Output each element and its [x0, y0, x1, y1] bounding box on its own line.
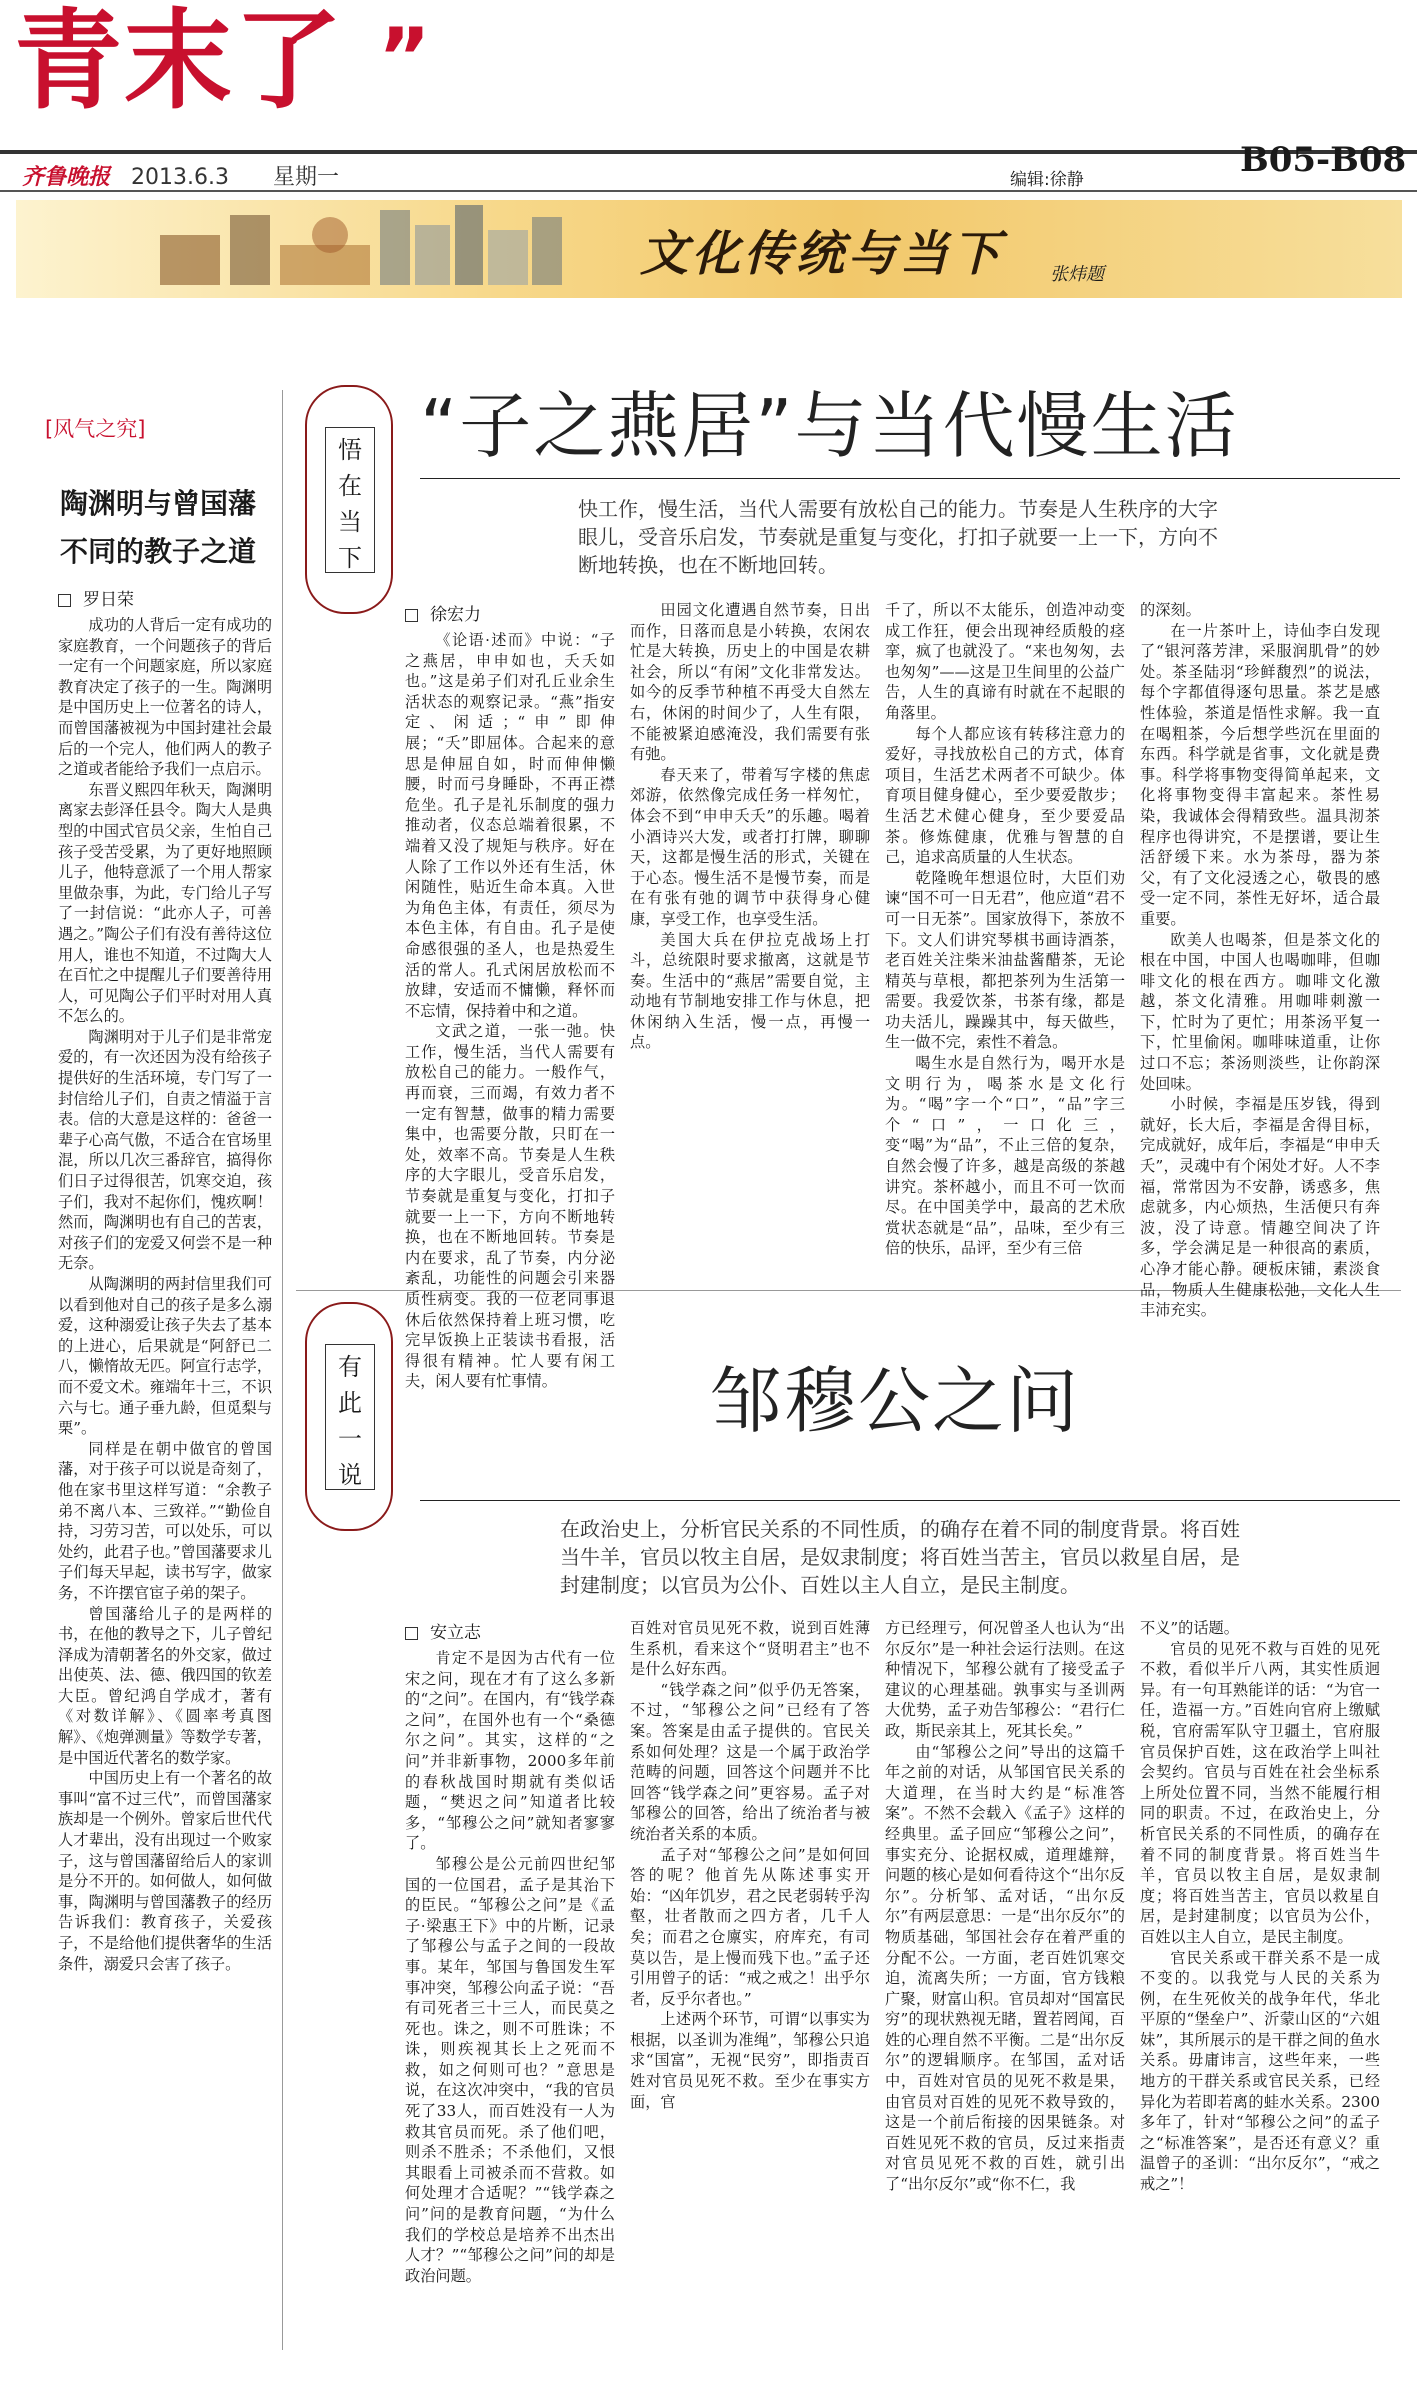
article1-col1: [405, 630, 615, 1391]
badge-text: 有此一说: [338, 1353, 362, 1489]
banner-illustration: [150, 205, 610, 293]
paragraph: 乾隆晚年想退位时，大臣们劝谏“国不可一日无君”，他应道“君不可一日无茶”。国家放得下，茶放不下。文人们讲究琴棋书画诗酒茶，老百姓关注柴米油盐酱醋茶，无论精英与草根，都把茶列为生活第一需要。我爱饮茶，书茶有缘，都是功夫活儿，躁躁其中，每天做些，生一做不完，索性不着急。: [885, 868, 1125, 1052]
paragraph: “钱学森之问”似乎仍无答案，不过，“邹穆公之问”已经有了答案。答案是由孟子提供的。官民关系如何处理？这是一个属于政治学范畴的问题，回答这个问题并不比回答“钱学森之问”更容易。孟子对邹穆公的回答，给出了统治者与被统治者关系的本质。: [630, 1680, 870, 1843]
article1-col4: [1140, 600, 1380, 1320]
banner-title: 文化传统与当下: [640, 226, 1005, 282]
paragraph: 东晋义熙四年秋天，陶渊明离家去彭泽任县令。陶大人是典型的中国式官员父亲，生怕自己孩子受苦受累，为了更好地照顾儿子，他特意派了一个用人帮家里做杂事，为此，专门给儿子写了一封信说：“此亦人子，可善遇之。”陶公子们有没有善待这位用人，谁也不知道，不过陶大人在百忙之中提醒儿子们要善待用人，可见陶公子们平时对用人真不怎么的。: [58, 780, 272, 1026]
masthead-rule: [0, 150, 1417, 154]
left-article-title: 陶渊明与曾国藩不同的教子之道: [60, 487, 257, 568]
article1-badge-label: [325, 427, 375, 573]
article1-title-rule: [420, 478, 1400, 479]
paragraph: 每个人都应该有转移注意力的爱好，寻找放松自己的方式，体育项目，生活艺术两者不可缺少。体育项目健身健心，至少要爱散步；生活艺术健心健身，至少要爱品茶。修炼健康，优雅与智慧的自己，追求高质量的人生状态。: [885, 724, 1125, 867]
article2-title: 邹穆公之问: [710, 1359, 1081, 1443]
article1-title: “子之燕居”与当代慢生活: [420, 384, 1239, 468]
article1-col3: [885, 600, 1125, 1275]
article1-col2: [630, 600, 870, 1275]
article1-standfirst: 快工作，慢生活，当代人需要有放松自己的能力。节奏是人生秩序的大字眼儿，受音乐启发，节奏就是重复与变化，打扣子就要一上一下，方向不断地转换，也在不断地回转。: [578, 497, 1218, 577]
article2-col4: [1140, 1618, 1380, 2348]
article2-byline: [405, 1618, 481, 1643]
paragraph: 《论语·述而》中说：“子之燕居，申申如也，夭夭如也。”这是弟子们对孔丘业余生活状态的观察记录。“燕”指安定、闲适；“申”即伸展；“夭”即屈体。合起来的意思是伸屈自如，时而伸伸懒腰，时而弓身睡卧，不再正襟危坐。孔子是礼乐制度的强力推动者，仪态总端着很累，不端着又没了规矩与秩序。好在人除了工作以外还有生活，休闲随性，贴近生命本真。入世为角色主体，有责任，须尽为本色主体，有自由。孔子是使命感很强的圣人，也是热爱生活的常人。孔式闲居放松而不放肆，安适而不慵懒，释怀而不忘情，保持着中和之道。: [405, 631, 615, 1020]
weekday: 星期一: [272, 165, 339, 190]
masthead-info: [22, 160, 339, 191]
paragraph: 陶渊明对于儿子们是非常宠爱的，有一次还因为没有给孩子提供好的生活环境，专门写了一封信给儿子们，自责之情溢于言表。信的大意是这样的：爸爸一辈子心高气傲，不适合在官场里混，所以几次三番辞官，搞得你们日子过得很苦，饥寒交迫，孩子们，我对不起你们，愧疚啊！然而，陶渊明也有自己的苦衷，对孩子们的宠爱又何尝不是一种无奈。: [58, 1027, 272, 1273]
paragraph: 千了，所以不太能乐，创造冲动变成工作狂，便会出现神经质般的痉挛，疯了也就没了。“来也匆匆，去也匆匆”——这是卫生间里的公益广告，人生的真谛有时就在不起眼的角落里。: [885, 601, 1125, 722]
paragraph: 官员的见死不救与百姓的见死不救，看似半斤八两，其实性质迥异。有一句耳熟能详的话：“为官一任，造福一方。”百姓向官府上缴赋税，官府需军队守卫疆土，官府服官员保护百姓，这在政治学上叫社会契约。官员与百姓在社会坐标系上所处位置不同，当然不能履行相同的职责。不过，在政治史上，分析官民关系的不同性质，的确存在着不同的制度背景。将百姓当牛羊，官员以牧主自居，是奴隶制度；将百姓当苦主，官员以救星自居，是封建制度；以官员为公仆，百姓以主人自立，是民主制度。: [1140, 1639, 1380, 1946]
left-article-body: [58, 615, 272, 2345]
byline-marker: [405, 609, 418, 622]
left-article-author: 罗日荣: [83, 590, 134, 610]
article2-standfirst: 在政治史上，分析官民关系的不同性质，的确存在着不同的制度背景。将百姓当牛羊，官员以牧主自居，是奴隶制度；将百姓当苦主，官员以救星自居，是封建制度；以官员为公仆、百姓以主人自立，是民主制度。: [560, 1517, 1240, 1597]
paragraph: 春天来了，带着写字楼的焦虑郊游，依然像完成任务一样匆忙，体会不到“申申夭夭”的乐趣。喝着小酒诗兴大发，或者打打牌，聊聊天，这都是慢生活的形式，关键在于心态。慢生活不是慢节奏，而是在有张有弛的调节中获得身心健康，享受工作，也享受生活。: [630, 765, 870, 928]
article2-author: 安立志: [430, 1623, 481, 1643]
paragraph: 不义”的话题。: [1140, 1619, 1239, 1637]
paragraph: 中国历史上有一个著名的故事叫“富不过三代”，而曾国藩家族却是一个例外。曾家后世代代人才辈出，没有出现过一个败家子，这与曾国藩留给后人的家训是分不开的。如何做人，如何做事，陶渊明与曾国藩教子的经历告诉我们：教育孩子，关爱孩子，不是给他们提供奢华的生活条件，溺爱只会害了孩子。: [58, 1769, 272, 1973]
paragraph: 由“邹穆公之问”导出的这篇千年之前的对话，从邹国官民关系的大道理，在当时大约是“标准答案”。不然不会载入《孟子》这样的经典里。孟子回应“邹穆公之问”，事实充分、论据权威，道理雄辩，问题的核心是如何看待这个“出尔反尔”。分析邹、孟对话，“出尔反尔”有两层意思：一是“出尔反尔”的物质基础，邹国社会存在着严重的分配不公。一方面，老百姓饥寒交迫，流离失所；一方面，官方钱粮广聚，财富山积。官员却对“国富民穷”的现状熟视无睹，置若罔闻，百姓的心理自然不平衡。二是“出尔反尔”的逻辑顺序。在邹国，孟对话中，百姓对官员的见死不救是果，由官员对百姓的见死不救导致的，这是一个前后衔接的因果链条。对百姓见死不救的官员，反过来指责对官员见死不救的百姓，就引出了“出尔反尔”或“你不仁，我: [885, 1742, 1125, 2194]
paragraph: 欧美人也喝茶，但是茶文化的根在中国，中国人也喝咖啡，但咖啡文化的根在西方。咖啡文化激越，茶文化清雅。用咖啡刺激一下，忙时为了更忙；用茶汤平复一下，忙里偷闲。咖啡味道重，让你过口不忘；茶汤则淡些，让你韵深处回味。: [1140, 930, 1380, 1093]
masthead-bottom-rule: [0, 190, 1417, 192]
paragraph: 田园文化遭遇自然节奏，日出而作，日落而息是小转换，农闲农忙是大转换，历史上的中国是农耕社会，所以“有闲”文化非常发达。如今的反季节种植不再受大自然左右，休闲的时间少了，人生有限，不能被紧迫感淹没，我们需要有张有弛。: [630, 601, 870, 764]
article2-col3: [885, 1618, 1125, 2348]
badge-text: 悟在当下: [338, 436, 362, 572]
article2-col1: [405, 1648, 615, 2348]
banner-signature: 张炜题: [1050, 264, 1104, 285]
byline-marker: [58, 594, 71, 607]
paragraph: 喝生水是自然行为，喝开水是文明行为，喝茶水是文化行为。“喝”字一个“口”，“品”字三个“口”，一口化三，变“喝”为“品”，不止三倍的复杂，自然会慢了许多，越是高级的茶越讲究。茶杯越小，而且不可一饮而尽。在中国美学中，最高的艺术欣赏状态就是“品”，品味，至少有三倍的快乐，品评，至少有三倍: [885, 1054, 1125, 1258]
article1-badge: [305, 385, 393, 614]
paragraph: 同样是在朝中做官的曾国藩，对于孩子可以说是奇刻了，他在家书里这样写道：“余教子弟不离八本、三致祥。”“勤俭自持，习劳习苦，可以处乐，可以处约，此君子也。”曾国藩要求儿子们每天早起，读书写字，做家务，不许摆官宦子弟的架子。: [58, 1439, 272, 1602]
paragraph: 上述两个环节，可谓“以事实为根据，以圣训为准绳”，邹穆公只追求“国富”，无视“民穷”，即指责百姓对官员见死不救。至少在事实方面，官: [630, 2010, 870, 2111]
article1-byline: [405, 600, 481, 625]
paragraph: 曾国藩给儿子的是两样的书，在他的教导之下，儿子曾纪泽成为清朝著名的外交家，做过出使英、法、德、俄四国的钦差大臣。曾纪鸿自学成才，著有《对数详解》、《圆率考真图解》、《炮弹测量》等数学专著，是中国近代著名的数学家。: [58, 1604, 272, 1767]
left-article-byline: [58, 585, 134, 610]
byline-marker: [405, 1627, 418, 1640]
article1-author: 徐宏力: [430, 605, 481, 625]
article2-badge-label: [325, 1344, 375, 1490]
page-range: B05-B08: [1240, 140, 1407, 180]
paragraph: 邹穆公是公元前四世纪邹国的一位国君，孟子是其治下的臣民。“邹穆公之问”是《孟子·梁惠王下》中的片断，记录了邹穆公与孟子之间的一段故事。某年，邹国与鲁国发生军事冲突，邹穆公向孟子说：“吾有司死者三十三人，而民莫之死也。诛之，则不可胜诛；不诛，则疾视其长上之死而不救，如之何则可也？”意思是说，在这次冲突中，“我的官员死了33人，而百姓没有一人为救其官员而死。杀了他们吧，则杀不胜杀；不杀他们，又恨其眼看上司被杀而不营救。如何处理才合适呢？”“钱学森之问”问的是教育问题，“为什么我们的学校总是培养不出杰出人才？”“邹穆公之问”问的却是政治问题。: [405, 1854, 615, 2285]
article2-col2: [630, 1618, 870, 2348]
editor: 编辑:徐静: [1010, 170, 1084, 190]
paragraph: 小时候，李福是压岁钱，得到就好，长大后，李福是舍得目标，完成就好，成年后，李福是“申申夭夭”，灵魂中有个闲处才好。人不李福，常常因为不安静，诱惑多，焦虑就多，内心烦热，生活便只有奔波，没了诗意。情趣空间决了许多，学会满足是一种很高的素质，心净才能心静。硬板床铺，素淡食品，物质人生健康松弛，文化人生丰沛充实。: [1140, 1095, 1380, 1320]
paragraph: 方已经理亏，何况曾圣人也认为“出尔反尔”是一种社会运行法则。在这种情况下，邹穆公就有了接受孟子建议的心理基础。孰事实与圣训两大优势，孟子劝告邹穆公：“君行仁政，斯民亲其上，死其长矣。”: [885, 1619, 1125, 1740]
left-column-divider: [282, 390, 283, 2350]
section-title: 青末了: [14, 0, 345, 124]
paragraph: 从陶渊明的两封信里我们可以看到他对自己的孩子是多么溺爱，这种溺爱让孩子失去了基本的上进心，后果就是“阿舒已二八，懒惰故无匹。阿宣行志学，而不爱文术。雍端年十三，不识六与七。通子垂九龄，但觅梨与栗”。: [58, 1275, 272, 1438]
paragraph: 在一片茶叶上，诗仙李白发现了“银河落芳津，采服润肌骨”的妙处。茶圣陆羽“珍鲜馥烈”的说法，每个字都值得逐句思量。茶艺是感性体验，茶道是悟性求解。我一直在喝粗茶，今后想学些沉在里面的东西。科学就是省事，文化就是费事。科学将事物变得简单起来，文化将事物变得丰富起来。茶性易染，我诚体会得精致些。温具沏茶程序也得讲究，不是摆谱，要让生活舒缓下来。水为茶母，器为茶父，有了文化浸透之心，敬畏的感受一定不同，茶性无好坏，适合最重要。: [1140, 621, 1380, 928]
article2-badge: [305, 1302, 393, 1531]
paragraph: 百姓对官员见死不救，说到百姓薄生系机，看来这个“贤明君主”也不是什么好东西。: [630, 1619, 870, 1679]
column-tag: [风气之究]: [45, 417, 146, 441]
paragraph: 美国大兵在伊拉克战场上打斗，总统限时要求撤离，这就是节奏。生活中的“燕居”需要自觉，主动地有节制地安排工作与休息，把休闲纳入生活，慢一点，再慢一点。: [630, 930, 870, 1052]
paragraph: 肯定不是因为古代有一位宋之问，现在才有了这么多新的“之问”。在国内，有“钱学森之问”，在国外也有一个“桑德尔之问”。其实，这样的“之问”并非新事物，2000多年前的春秋战国时期就有类似话题，“樊迟之问”知道者比较多，“邹穆公之问”就知者寥寥了。: [405, 1649, 615, 1853]
paragraph: 孟子对“邹穆公之问”是如何回答的呢？他首先从陈述事实开始：“凶年饥岁，君之民老弱转乎沟壑，壮者散而之四方者，几千人矣；而君之仓廪实，府库充，有司莫以告，是上慢而残下也。”孟子还引用曾子的话：“戒之戒之！出乎尔者，反乎尔者也。”: [630, 1845, 870, 2008]
paragraph: 的深刻。: [1140, 601, 1201, 619]
paragraph: 成功的人背后一定有成功的家庭教育，一个问题孩子的背后一定有一个问题家庭，所以家庭教育决定了孩子的一生。陶渊明是中国历史上一位著名的诗人，而曾国藩被视为中国封建社会最后的一个完人，他们两人的教子之道或者能给予我们一点启示。: [58, 616, 272, 779]
masthead-quote-mark: ”: [378, 11, 431, 104]
paragraph: 官民关系或干群关系不是一成不变的。以我党与人民的关系为例，在生死攸关的战争年代，华北平原的“堡垒户”、沂蒙山区的“六姐妹”，其所展示的是干群之间的鱼水关系。毋庸讳言，这些年来，一些地方的干群关系或官民关系，已经异化为若即若离的蛙水关系。2300多年了，针对“邹穆公之问”的孟子之“标准答案”，是否还有意义？重温曾子的圣训：“出尔反尔”，“戒之戒之”！: [1140, 1948, 1380, 2194]
paper-name: 齐鲁晚报: [22, 165, 111, 190]
paragraph: 文武之道，一张一弛。快工作，慢生活，当代人需要有放松自己的能力。一般作气，再而衰，三而竭，有效力者不一定有智慧，做事的精力需要集中，也需要分散，只盯在一处，效率不高。节奏是人生秩序的大字眼儿，受音乐启发，节奏就是重复与变化，打扣子就要一上一下，方向不断地转换，也在不断地回转。节奏是内在要求，乱了节奏，内分泌紊乱，功能性的问题会引来器质性病变。我的一位老同事退休后依然保持着上班习惯，吃完早饭换上正装读书看报，活得很有精神。忙人要有闲工夫，闲人要有忙事情。: [405, 1022, 615, 1391]
article2-title-rule: [420, 1500, 1400, 1501]
column-tag-text: 风气之究: [53, 417, 138, 441]
issue-date: 2013.6.3: [131, 165, 229, 190]
